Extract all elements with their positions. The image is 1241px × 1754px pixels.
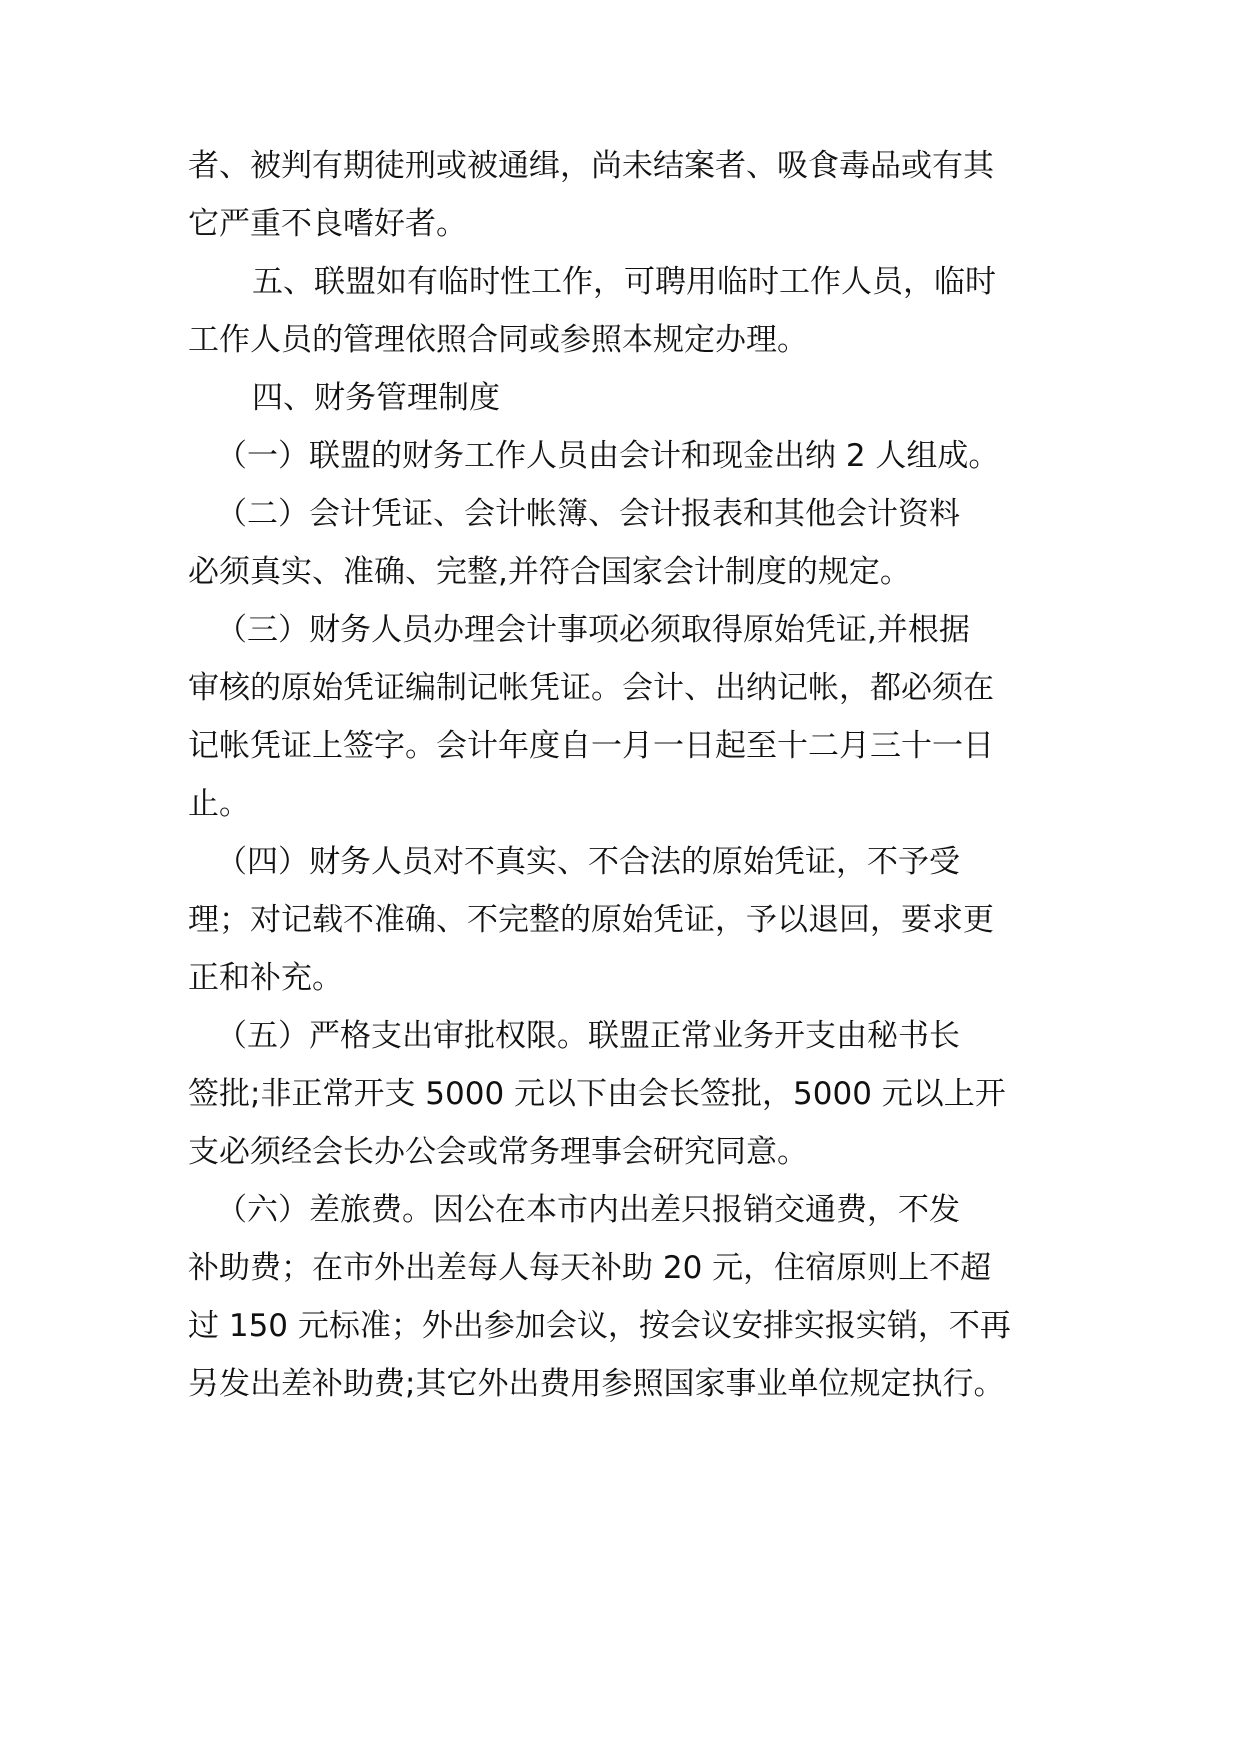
text-line-15: 正和补充。	[188, 960, 343, 996]
text-line-12: 止。	[188, 786, 250, 822]
text-line-2: 它严重不良嗜好者。	[188, 206, 467, 242]
text-line-19: （六）差旅费。因公在本市内出差只报销交通费，不发	[216, 1192, 960, 1228]
text-line-13: （四）财务人员对不真实、不合法的原始凭证，不予受	[216, 844, 960, 880]
text-line-20: 补助费；在市外出差每人每天补助 20 元，住宿原则上不超	[188, 1250, 992, 1286]
text-line-22: 另发出差补助费;其它外出费用参照国家事业单位规定执行。	[188, 1366, 1005, 1402]
text-line-3: 五、联盟如有临时性工作，可聘用临时工作人员，临时	[252, 264, 996, 300]
text-line-7: （二）会计凭证、会计帐簿、会计报表和其他会计资料	[216, 496, 960, 532]
section-heading: 四、财务管理制度	[252, 380, 500, 416]
text-line-6: （一）联盟的财务工作人员由会计和现金出纳 2 人组成。	[216, 438, 1000, 474]
text-line-21: 过 150 元标准；外出参加会议，按会议安排实报实销，不再	[188, 1308, 1011, 1344]
text-line-11: 记帐凭证上签字。会计年度自一月一日起至十二月三十一日	[188, 728, 994, 764]
text-line-1: 者、被判有期徒刑或被通缉，尚未结案者、吸食毒品或有其	[188, 148, 994, 184]
text-line-4: 工作人员的管理依照合同或参照本规定办理。	[188, 322, 808, 358]
text-line-8: 必须真实、准确、完整,并符合国家会计制度的规定。	[188, 554, 911, 590]
text-line-14: 理；对记载不准确、不完整的原始凭证，予以退回，要求更	[188, 902, 994, 938]
text-line-17: 签批;非正常开支 5000 元以下由会长签批，5000 元以上开	[188, 1076, 1006, 1112]
text-line-16: （五）严格支出审批权限。联盟正常业务开支由秘书长	[216, 1018, 960, 1054]
text-line-18: 支必须经会长办公会或常务理事会研究同意。	[188, 1134, 808, 1170]
text-line-9: （三）财务人员办理会计事项必须取得原始凭证,并根据	[216, 612, 970, 648]
text-line-10: 审核的原始凭证编制记帐凭证。会计、出纳记帐，都必须在	[188, 670, 994, 706]
